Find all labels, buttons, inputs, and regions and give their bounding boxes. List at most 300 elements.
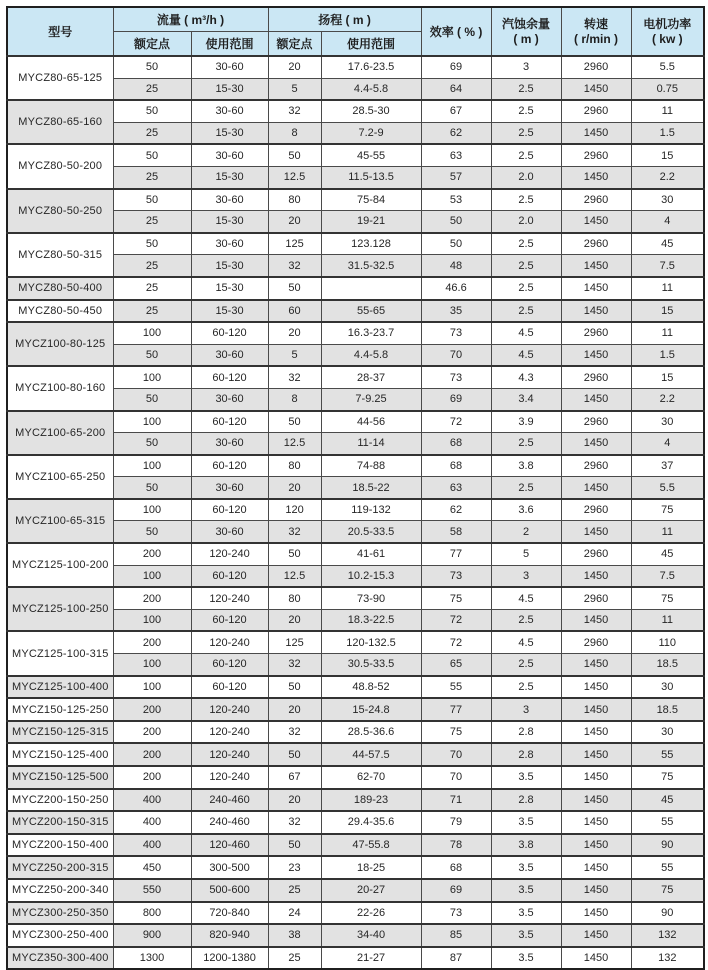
data-cell: 1450	[561, 721, 631, 744]
data-cell: 1200-1380	[191, 947, 268, 970]
data-cell: 200	[113, 698, 191, 721]
model-cell: MYCZ100-65-200	[7, 411, 113, 455]
data-cell: 1.5	[631, 344, 704, 366]
data-cell: 72	[421, 609, 491, 631]
header-head-group: 扬程 ( m )	[268, 7, 421, 32]
model-cell: MYCZ100-65-250	[7, 455, 113, 499]
data-cell	[321, 277, 421, 300]
data-cell: 2.8	[491, 721, 561, 744]
data-cell: 25	[113, 166, 191, 188]
data-cell: 8	[268, 388, 321, 410]
model-cell: MYCZ150-125-315	[7, 721, 113, 744]
data-cell: 30	[631, 676, 704, 699]
data-cell: 55-65	[321, 300, 421, 323]
data-cell: 132	[631, 947, 704, 970]
data-cell: 38	[268, 924, 321, 947]
header-speed	[561, 7, 631, 56]
data-cell: 30-60	[191, 144, 268, 166]
data-cell: 47-55.8	[321, 834, 421, 857]
table-row	[7, 811, 704, 834]
header-power	[631, 7, 704, 56]
data-cell: 60-120	[191, 654, 268, 676]
data-cell: 120-240	[191, 543, 268, 565]
data-cell: 4.4-5.8	[321, 78, 421, 100]
data-cell: 1450	[561, 255, 631, 277]
data-cell: 5.5	[631, 477, 704, 499]
data-cell: 15	[631, 366, 704, 388]
data-cell: 70	[421, 743, 491, 766]
data-cell: 73	[421, 902, 491, 925]
data-cell: 68	[421, 455, 491, 477]
model-cell: MYCZ150-125-400	[7, 743, 113, 766]
data-cell: 68	[421, 433, 491, 455]
table-row	[7, 698, 704, 721]
data-cell: 25	[113, 255, 191, 277]
model-cell: MYCZ150-125-500	[7, 766, 113, 789]
data-cell: 50	[268, 743, 321, 766]
table-row	[7, 587, 704, 609]
data-cell: 1450	[561, 166, 631, 188]
data-cell: 2.0	[491, 166, 561, 188]
table-row	[7, 144, 704, 166]
data-cell: 62	[421, 122, 491, 144]
data-cell: 2.5	[491, 609, 561, 631]
data-cell: 2.5	[491, 233, 561, 255]
data-cell: 69	[421, 879, 491, 902]
data-cell: 4.5	[491, 322, 561, 344]
data-cell: 132	[631, 924, 704, 947]
data-cell: 2	[491, 521, 561, 543]
data-cell: 110	[631, 631, 704, 653]
data-cell: 12.5	[268, 166, 321, 188]
data-cell: 25	[268, 879, 321, 902]
data-cell: 100	[113, 411, 191, 433]
model-cell: MYCZ100-80-160	[7, 366, 113, 410]
data-cell: 30-60	[191, 56, 268, 78]
model-cell: MYCZ80-50-200	[7, 144, 113, 188]
data-cell: 50	[421, 233, 491, 255]
model-cell: MYCZ125-100-250	[7, 587, 113, 631]
table-header	[7, 7, 704, 56]
data-cell: 30	[631, 189, 704, 211]
data-cell: 125	[268, 631, 321, 653]
data-cell: 75	[421, 721, 491, 744]
data-cell: 45	[631, 233, 704, 255]
data-cell: 1450	[561, 789, 631, 812]
data-cell: 28-37	[321, 366, 421, 388]
data-cell: 87	[421, 947, 491, 970]
pump-spec-table	[6, 6, 705, 970]
header-npsh-line2: ( m )	[513, 31, 539, 46]
data-cell: 3.5	[491, 924, 561, 947]
data-cell: 5.5	[631, 56, 704, 78]
data-cell: 2.5	[491, 100, 561, 122]
data-cell: 2.5	[491, 144, 561, 166]
data-cell: 60-120	[191, 499, 268, 521]
data-cell: 2.5	[491, 654, 561, 676]
data-cell: 2.8	[491, 789, 561, 812]
data-cell: 5	[268, 344, 321, 366]
data-cell: 1300	[113, 947, 191, 970]
data-cell: 3.5	[491, 947, 561, 970]
data-cell: 25	[113, 122, 191, 144]
data-cell: 65	[421, 654, 491, 676]
data-cell: 1450	[561, 654, 631, 676]
data-cell: 55	[631, 856, 704, 879]
data-cell: 2960	[561, 543, 631, 565]
data-cell: 25	[113, 211, 191, 233]
data-cell: 4.3	[491, 366, 561, 388]
table-row	[7, 902, 704, 925]
data-cell: 32	[268, 366, 321, 388]
data-cell: 48	[421, 255, 491, 277]
data-cell: 73	[421, 565, 491, 587]
data-cell: 73	[421, 366, 491, 388]
data-cell: 31.5-32.5	[321, 255, 421, 277]
data-cell: 1450	[561, 300, 631, 323]
header-head-rated: 额定点	[268, 32, 321, 57]
data-cell: 1450	[561, 947, 631, 970]
data-cell: 41-61	[321, 543, 421, 565]
table-row	[7, 455, 704, 477]
data-cell: 44-56	[321, 411, 421, 433]
table-row	[7, 766, 704, 789]
data-cell: 1450	[561, 879, 631, 902]
data-cell: 20	[268, 211, 321, 233]
data-cell: 24	[268, 902, 321, 925]
table-row	[7, 743, 704, 766]
table-row	[7, 631, 704, 653]
data-cell: 100	[113, 366, 191, 388]
header-row-1	[7, 7, 704, 32]
header-head-range: 使用范围	[321, 32, 421, 57]
data-cell: 2960	[561, 587, 631, 609]
data-cell: 30-60	[191, 477, 268, 499]
data-cell: 100	[113, 565, 191, 587]
header-power-line2: ( kw )	[651, 31, 683, 46]
data-cell: 200	[113, 721, 191, 744]
header-speed-line2: ( r/min )	[574, 31, 619, 46]
data-cell: 20	[268, 322, 321, 344]
data-cell: 68	[421, 856, 491, 879]
data-cell: 58	[421, 521, 491, 543]
data-cell: 3.5	[491, 766, 561, 789]
data-cell: 120-460	[191, 834, 268, 857]
data-cell: 240-460	[191, 811, 268, 834]
data-cell: 1450	[561, 924, 631, 947]
data-cell: 53	[421, 189, 491, 211]
data-cell: 15	[631, 144, 704, 166]
data-cell: 19-21	[321, 211, 421, 233]
data-cell: 35	[421, 300, 491, 323]
data-cell: 300-500	[191, 856, 268, 879]
data-cell: 1450	[561, 344, 631, 366]
model-cell: MYCZ80-50-400	[7, 277, 113, 300]
data-cell: 23	[268, 856, 321, 879]
data-cell: 123.128	[321, 233, 421, 255]
data-cell: 18.5	[631, 654, 704, 676]
data-cell: 11-14	[321, 433, 421, 455]
data-cell: 50	[268, 277, 321, 300]
table-row	[7, 100, 704, 122]
data-cell: 3.5	[491, 811, 561, 834]
model-cell: MYCZ250-200-315	[7, 856, 113, 879]
data-cell: 1450	[561, 856, 631, 879]
data-cell: 29.4-35.6	[321, 811, 421, 834]
data-cell: 2960	[561, 100, 631, 122]
data-cell: 48.8-52	[321, 676, 421, 699]
data-cell: 120-240	[191, 587, 268, 609]
data-cell: 50	[113, 344, 191, 366]
data-cell: 18.3-22.5	[321, 609, 421, 631]
model-cell: MYCZ125-100-400	[7, 676, 113, 699]
data-cell: 75-84	[321, 189, 421, 211]
table-row	[7, 233, 704, 255]
data-cell: 2.5	[491, 189, 561, 211]
model-cell: MYCZ80-65-160	[7, 100, 113, 144]
data-cell: 450	[113, 856, 191, 879]
model-cell: MYCZ125-100-315	[7, 631, 113, 675]
data-cell: 119-132	[321, 499, 421, 521]
data-cell: 1450	[561, 122, 631, 144]
table-row	[7, 676, 704, 699]
data-cell: 25	[113, 277, 191, 300]
data-cell: 50	[268, 144, 321, 166]
data-cell: 1450	[561, 565, 631, 587]
model-cell: MYCZ80-50-450	[7, 300, 113, 323]
data-cell: 3	[491, 698, 561, 721]
data-cell: 30-60	[191, 433, 268, 455]
data-cell: 120-240	[191, 698, 268, 721]
data-cell: 30	[631, 411, 704, 433]
data-cell: 15-30	[191, 300, 268, 323]
data-cell: 1450	[561, 211, 631, 233]
data-cell: 11	[631, 609, 704, 631]
data-cell: 30-60	[191, 521, 268, 543]
data-cell: 20.5-33.5	[321, 521, 421, 543]
table-row	[7, 856, 704, 879]
data-cell: 75	[631, 879, 704, 902]
data-cell: 1450	[561, 902, 631, 925]
data-cell: 18.5-22	[321, 477, 421, 499]
data-cell: 2960	[561, 411, 631, 433]
data-cell: 25	[113, 78, 191, 100]
spec-table-body	[7, 56, 704, 969]
data-cell: 50	[268, 834, 321, 857]
data-cell: 4.5	[491, 344, 561, 366]
data-cell: 2.5	[491, 676, 561, 699]
data-cell: 100	[113, 322, 191, 344]
table-row	[7, 300, 704, 323]
data-cell: 55	[631, 811, 704, 834]
data-cell: 1450	[561, 433, 631, 455]
data-cell: 1450	[561, 388, 631, 410]
data-cell: 3.5	[491, 902, 561, 925]
data-cell: 3	[491, 565, 561, 587]
model-cell: MYCZ150-125-250	[7, 698, 113, 721]
data-cell: 2.5	[491, 277, 561, 300]
data-cell: 90	[631, 902, 704, 925]
model-cell: MYCZ200-150-250	[7, 789, 113, 812]
data-cell: 50	[113, 56, 191, 78]
header-speed-line1: 转速	[584, 16, 609, 31]
data-cell: 18.5	[631, 698, 704, 721]
model-cell: MYCZ250-200-340	[7, 879, 113, 902]
data-cell: 70	[421, 344, 491, 366]
data-cell: 20	[268, 789, 321, 812]
data-cell: 120-240	[191, 631, 268, 653]
data-cell: 2.5	[491, 255, 561, 277]
data-cell: 50	[113, 189, 191, 211]
data-cell: 50	[113, 144, 191, 166]
data-cell: 50	[113, 521, 191, 543]
data-cell: 67	[268, 766, 321, 789]
data-cell: 63	[421, 144, 491, 166]
data-cell: 16.3-23.7	[321, 322, 421, 344]
data-cell: 70	[421, 766, 491, 789]
data-cell: 189-23	[321, 789, 421, 812]
data-cell: 2960	[561, 455, 631, 477]
data-cell: 4	[631, 211, 704, 233]
model-cell: MYCZ200-150-315	[7, 811, 113, 834]
data-cell: 37	[631, 455, 704, 477]
data-cell: 77	[421, 543, 491, 565]
data-cell: 5	[268, 78, 321, 100]
data-cell: 1450	[561, 277, 631, 300]
model-cell: MYCZ200-150-400	[7, 834, 113, 857]
header-efficiency: 效率 ( % )	[421, 7, 491, 56]
data-cell: 25	[268, 947, 321, 970]
data-cell: 100	[113, 654, 191, 676]
data-cell: 120-240	[191, 721, 268, 744]
data-cell: 2.5	[491, 477, 561, 499]
data-cell: 4.5	[491, 631, 561, 653]
data-cell: 50	[113, 477, 191, 499]
model-cell: MYCZ100-80-125	[7, 322, 113, 366]
data-cell: 77	[421, 698, 491, 721]
table-row	[7, 789, 704, 812]
table-row	[7, 189, 704, 211]
data-cell: 100	[113, 676, 191, 699]
data-cell: 45-55	[321, 144, 421, 166]
data-cell: 72	[421, 411, 491, 433]
data-cell: 12.5	[268, 433, 321, 455]
data-cell: 2960	[561, 233, 631, 255]
data-cell: 900	[113, 924, 191, 947]
data-cell: 2.0	[491, 211, 561, 233]
model-cell: MYCZ300-250-350	[7, 902, 113, 925]
data-cell: 240-460	[191, 789, 268, 812]
data-cell: 67	[421, 100, 491, 122]
data-cell: 3.6	[491, 499, 561, 521]
data-cell: 15-30	[191, 255, 268, 277]
data-cell: 30-60	[191, 388, 268, 410]
data-cell: 1.5	[631, 122, 704, 144]
data-cell: 500-600	[191, 879, 268, 902]
data-cell: 2.8	[491, 743, 561, 766]
table-row	[7, 56, 704, 78]
data-cell: 11	[631, 100, 704, 122]
header-flow-rated: 额定点	[113, 32, 191, 57]
data-cell: 0.75	[631, 78, 704, 100]
data-cell: 100	[113, 499, 191, 521]
data-cell: 20	[268, 609, 321, 631]
data-cell: 8	[268, 122, 321, 144]
data-cell: 62	[421, 499, 491, 521]
data-cell: 30-60	[191, 189, 268, 211]
data-cell: 4.5	[491, 587, 561, 609]
data-cell: 5	[491, 543, 561, 565]
data-cell: 1450	[561, 743, 631, 766]
data-cell: 60-120	[191, 565, 268, 587]
data-cell: 60	[268, 300, 321, 323]
data-cell: 75	[631, 499, 704, 521]
data-cell: 55	[421, 676, 491, 699]
data-cell: 21-27	[321, 947, 421, 970]
data-cell: 15	[631, 300, 704, 323]
data-cell: 11	[631, 322, 704, 344]
data-cell: 7.2-9	[321, 122, 421, 144]
data-cell: 2960	[561, 322, 631, 344]
model-cell: MYCZ300-250-400	[7, 924, 113, 947]
data-cell: 28.5-36.6	[321, 721, 421, 744]
table-row	[7, 834, 704, 857]
table-row	[7, 411, 704, 433]
data-cell: 30-60	[191, 344, 268, 366]
data-cell: 50	[113, 388, 191, 410]
data-cell: 85	[421, 924, 491, 947]
data-cell: 73	[421, 322, 491, 344]
data-cell: 50	[113, 433, 191, 455]
table-row	[7, 947, 704, 970]
data-cell: 30.5-33.5	[321, 654, 421, 676]
data-cell: 15-30	[191, 78, 268, 100]
header-model: 型号	[7, 7, 113, 56]
data-cell: 400	[113, 789, 191, 812]
data-cell: 32	[268, 654, 321, 676]
data-cell: 2.5	[491, 78, 561, 100]
data-cell: 30	[631, 721, 704, 744]
data-cell: 30-60	[191, 100, 268, 122]
data-cell: 1450	[561, 78, 631, 100]
data-cell: 50	[113, 233, 191, 255]
data-cell: 69	[421, 56, 491, 78]
header-npsh-line1: 汽蚀余量	[502, 16, 551, 31]
data-cell: 7.5	[631, 565, 704, 587]
data-cell: 200	[113, 631, 191, 653]
data-cell: 46.6	[421, 277, 491, 300]
data-cell: 34-40	[321, 924, 421, 947]
data-cell: 11	[631, 521, 704, 543]
data-cell: 30-60	[191, 233, 268, 255]
data-cell: 120-240	[191, 766, 268, 789]
data-cell: 1450	[561, 609, 631, 631]
data-cell: 75	[631, 587, 704, 609]
data-cell: 20-27	[321, 879, 421, 902]
data-cell: 15-30	[191, 166, 268, 188]
table-row	[7, 366, 704, 388]
table-row	[7, 499, 704, 521]
data-cell: 78	[421, 834, 491, 857]
data-cell: 50	[268, 543, 321, 565]
data-cell: 7-9.25	[321, 388, 421, 410]
data-cell: 20	[268, 56, 321, 78]
data-cell: 1450	[561, 676, 631, 699]
data-cell: 60-120	[191, 676, 268, 699]
data-cell: 200	[113, 587, 191, 609]
data-cell: 60-120	[191, 322, 268, 344]
data-cell: 32	[268, 100, 321, 122]
